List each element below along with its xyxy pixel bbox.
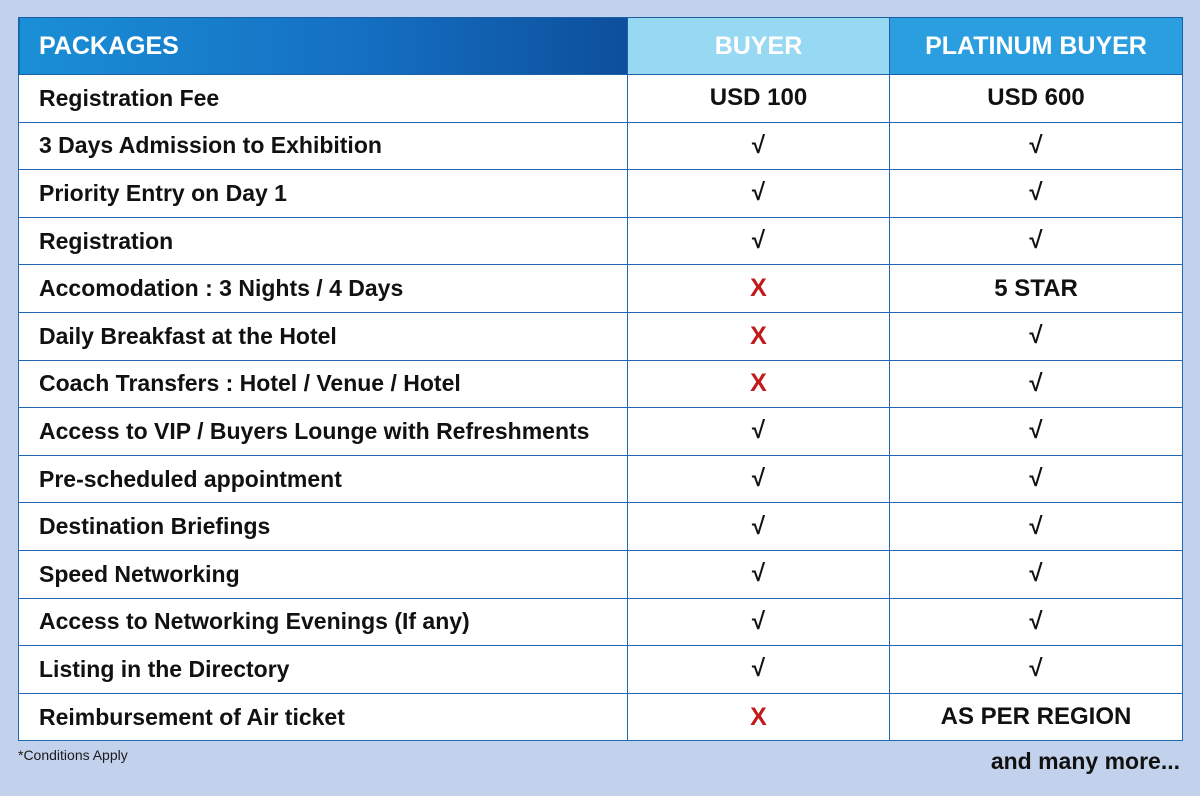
- feature-label: Registration: [19, 217, 628, 265]
- feature-label: Listing in the Directory: [19, 646, 628, 694]
- check-mark-icon: √: [1029, 227, 1043, 255]
- check-mark-icon: √: [751, 179, 766, 207]
- check-mark-icon: √: [1029, 417, 1043, 445]
- check-mark-icon: √: [751, 131, 766, 159]
- platinum-buyer-cell: [890, 503, 1183, 551]
- check-mark-icon: √: [751, 607, 766, 635]
- cross-mark-icon: X: [750, 274, 767, 303]
- and-many-more-text: and many more...: [990, 748, 1180, 774]
- check-mark-icon: √: [1029, 179, 1043, 207]
- table-body: [19, 75, 1183, 741]
- platinum-buyer-cell: [890, 312, 1183, 360]
- buyer-cell: [628, 75, 890, 123]
- platinum-buyer-cell: [890, 693, 1183, 741]
- table-row: [19, 455, 1183, 503]
- cross-mark-icon: X: [750, 369, 767, 398]
- feature-label: Coach Transfers : Hotel / Venue / Hotel: [19, 360, 628, 408]
- buyer-cell: [628, 408, 890, 456]
- feature-label: Reimbursement of Air ticket: [19, 693, 628, 741]
- feature-label: 3 Days Admission to Exhibition: [19, 122, 628, 170]
- platinum-buyer-cell: [890, 455, 1183, 503]
- check-mark-icon: √: [1029, 131, 1043, 159]
- buyer-cell: [628, 646, 890, 694]
- table-row: [19, 122, 1183, 170]
- platinum-value: 5 STAR: [994, 274, 1078, 302]
- buyer-cell: [628, 122, 890, 170]
- check-mark-icon: √: [751, 227, 766, 255]
- table-row: [19, 693, 1183, 741]
- feature-label: Pre-scheduled appointment: [19, 455, 628, 503]
- platinum-buyer-cell: [890, 550, 1183, 598]
- check-mark-icon: √: [1029, 512, 1043, 540]
- platinum-buyer-cell: [890, 265, 1183, 313]
- table-row: [19, 312, 1183, 360]
- table-row: [19, 217, 1183, 265]
- table-header-row: [19, 18, 1183, 75]
- header-platinum-buyer: PLATINUM BUYER: [890, 18, 1183, 75]
- table-row: [19, 170, 1183, 218]
- check-mark-icon: √: [1029, 369, 1043, 397]
- check-mark-icon: √: [751, 512, 766, 540]
- conditions-footnote: *Conditions Apply: [18, 747, 128, 763]
- platinum-buyer-cell: [890, 217, 1183, 265]
- platinum-buyer-cell: [890, 598, 1183, 646]
- feature-label: Access to Networking Evenings (If any): [19, 598, 628, 646]
- packages-table-container: [18, 17, 1182, 741]
- platinum-buyer-cell: [890, 646, 1183, 694]
- check-mark-icon: √: [751, 560, 766, 588]
- check-mark-icon: √: [1029, 465, 1043, 493]
- table-row: [19, 646, 1183, 694]
- platinum-buyer-cell: [890, 408, 1183, 456]
- buyer-cell: [628, 455, 890, 503]
- buyer-value: USD 100: [709, 84, 808, 112]
- check-mark-icon: √: [1029, 607, 1043, 635]
- table-row: [19, 550, 1183, 598]
- buyer-cell: [628, 503, 890, 551]
- platinum-value: AS PER REGION: [940, 703, 1132, 731]
- cross-mark-icon: X: [750, 321, 767, 350]
- buyer-cell: [628, 265, 890, 313]
- buyer-cell: [628, 598, 890, 646]
- buyer-cell: [628, 170, 890, 218]
- check-mark-icon: √: [751, 465, 766, 493]
- header-packages: PACKAGES: [19, 18, 628, 75]
- platinum-buyer-cell: [890, 75, 1183, 123]
- table-row: [19, 360, 1183, 408]
- buyer-cell: [628, 693, 890, 741]
- table-row: [19, 598, 1183, 646]
- check-mark-icon: √: [751, 417, 766, 445]
- feature-label: Speed Networking: [19, 550, 628, 598]
- table-row: [19, 503, 1183, 551]
- cross-mark-icon: X: [750, 702, 767, 731]
- feature-label: Daily Breakfast at the Hotel: [19, 312, 628, 360]
- platinum-value: USD 600: [987, 84, 1085, 112]
- header-buyer: BUYER: [628, 18, 890, 75]
- check-mark-icon: √: [1029, 322, 1043, 350]
- buyer-cell: [628, 360, 890, 408]
- platinum-buyer-cell: [890, 122, 1183, 170]
- platinum-buyer-cell: [890, 170, 1183, 218]
- buyer-cell: [628, 312, 890, 360]
- check-mark-icon: √: [1029, 560, 1043, 588]
- buyer-cell: [628, 217, 890, 265]
- feature-label: Priority Entry on Day 1: [19, 170, 628, 218]
- table-row: [19, 408, 1183, 456]
- packages-table: [18, 17, 1183, 741]
- table-row: [19, 265, 1183, 313]
- buyer-cell: [628, 550, 890, 598]
- feature-label: Destination Briefings: [19, 503, 628, 551]
- feature-label: Accomodation : 3 Nights / 4 Days: [19, 265, 628, 313]
- feature-label: Access to VIP / Buyers Lounge with Refreshments: [19, 408, 628, 456]
- check-mark-icon: √: [751, 655, 766, 683]
- check-mark-icon: √: [1029, 655, 1043, 683]
- platinum-buyer-cell: [890, 360, 1183, 408]
- feature-label: Registration Fee: [19, 75, 628, 123]
- table-row: [19, 75, 1183, 123]
